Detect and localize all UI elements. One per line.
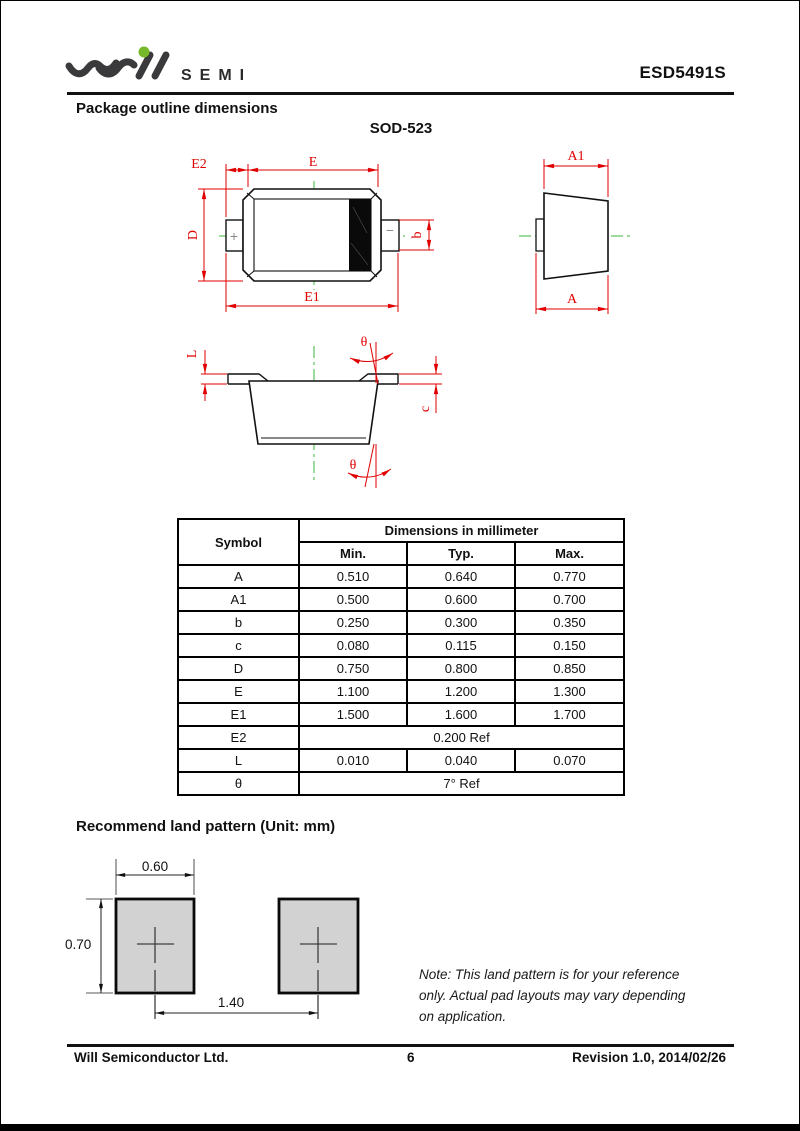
typ-value-cell: 0.600 [407,588,515,611]
col-header-min: Min. [299,542,407,565]
dim-label-E2: E2 [191,157,207,172]
note-line: on application. [419,1009,507,1024]
col-header-typ: Typ. [407,542,515,565]
logo-wave-mark [69,55,166,76]
dim-label-E1: E1 [304,290,320,305]
symbol-cell: c [178,634,299,657]
max-value-cell: 0.070 [515,749,624,772]
dim-label-c: c [418,405,433,413]
typ-value-cell: 0.040 [407,749,515,772]
logo-graphic [63,45,263,91]
symbol-cell: E2 [178,726,299,749]
minus-mark: − [385,222,395,238]
typ-value-cell: 1.600 [407,703,515,726]
symbol-cell: E1 [178,703,299,726]
table-row [178,726,624,749]
table-row [178,565,624,588]
side-view [519,149,634,314]
typ-value-cell: 0.640 [407,565,515,588]
footer-company: Will Semiconductor Ltd. [74,1050,229,1065]
typ-value-cell: 0.800 [407,657,515,680]
table-row [178,772,624,795]
company-logo [63,45,263,96]
symbol-cell: E [178,680,299,703]
table-row [178,680,624,703]
plus-mark: + [229,228,239,244]
col-header-max: Max. [515,542,624,565]
min-value-cell: 0.080 [299,634,407,657]
package-name: SOD-523 [369,120,433,137]
span-value-cell: 7° Ref [299,772,624,795]
table-row [178,657,624,680]
dim-label-theta-bottom: θ [349,458,357,473]
min-value-cell: 0.250 [299,611,407,634]
max-value-cell: 1.300 [515,680,624,703]
section-title-outline: Package outline dimensions [76,100,278,117]
table-header-row-1 [178,519,624,542]
dim-label-b: b [410,231,425,239]
symbol-cell: L [178,749,299,772]
dim-label-A1: A1 [567,149,585,164]
note-line: Note: This land pattern is for your reference [419,967,680,982]
min-value-cell: 0.750 [299,657,407,680]
max-value-cell: 0.350 [515,611,624,634]
pad-width-value: 0.60 [141,859,169,874]
table-row [178,703,624,726]
land-pattern-note [419,964,724,1027]
dim-label-L: L [185,349,200,359]
footer-revision: Revision 1.0, 2014/02/26 [572,1050,726,1065]
table-row [178,634,624,657]
dim-label-theta-top: θ [360,335,368,350]
table-row [178,611,624,634]
group-header: Dimensions in millimeter [299,519,624,542]
typ-value-cell: 1.200 [407,680,515,703]
dimension-table-body [178,565,624,795]
top-view [186,155,434,312]
table-row [178,588,624,611]
table-row [178,749,624,772]
footer-page-number: 6 [407,1050,415,1065]
pad-height-value: 0.70 [65,937,92,952]
max-value-cell: 0.700 [515,588,624,611]
symbol-cell: b [178,611,299,634]
page-bottom-edge [1,1124,799,1130]
dimension-table-wrap [177,518,625,796]
footer-rule [67,1044,734,1047]
dim-label-A: A [566,292,578,307]
symbol-header: Symbol [178,519,299,565]
package-outline-drawing [1,138,800,513]
typ-value-cell: 0.300 [407,611,515,634]
symbol-cell: D [178,657,299,680]
section-title-land-pattern: Recommend land pattern (Unit: mm) [76,818,336,835]
max-value-cell: 0.150 [515,634,624,657]
cathode-band [349,199,371,271]
min-value-cell: 0.500 [299,588,407,611]
min-value-cell: 0.510 [299,565,407,588]
dim-label-D: D [186,229,201,241]
min-value-cell: 1.100 [299,680,407,703]
typ-value-cell: 0.115 [407,634,515,657]
land-pattern-drawing [1,846,471,1036]
side-body [544,193,608,279]
max-value-cell: 0.850 [515,657,624,680]
symbol-cell: A [178,565,299,588]
header-rule [67,92,734,95]
note-line: only. Actual pad layouts may vary depending [419,988,686,1003]
symbol-cell: A1 [178,588,299,611]
front-body [249,381,378,444]
span-value-cell: 0.200 Ref [299,726,624,749]
dim-label-E: E [308,155,318,170]
symbol-cell: θ [178,772,299,795]
max-value-cell: 1.700 [515,703,624,726]
min-value-cell: 0.010 [299,749,407,772]
part-number: ESD5491S [639,63,726,82]
min-value-cell: 1.500 [299,703,407,726]
front-view [185,335,442,488]
dimension-table [177,518,625,796]
side-lead-tab [536,219,544,251]
pad-pitch-value: 1.40 [217,995,245,1010]
logo-green-dot [139,47,150,58]
logo-brand-text: SEMI [181,67,253,84]
max-value-cell: 0.770 [515,565,624,588]
